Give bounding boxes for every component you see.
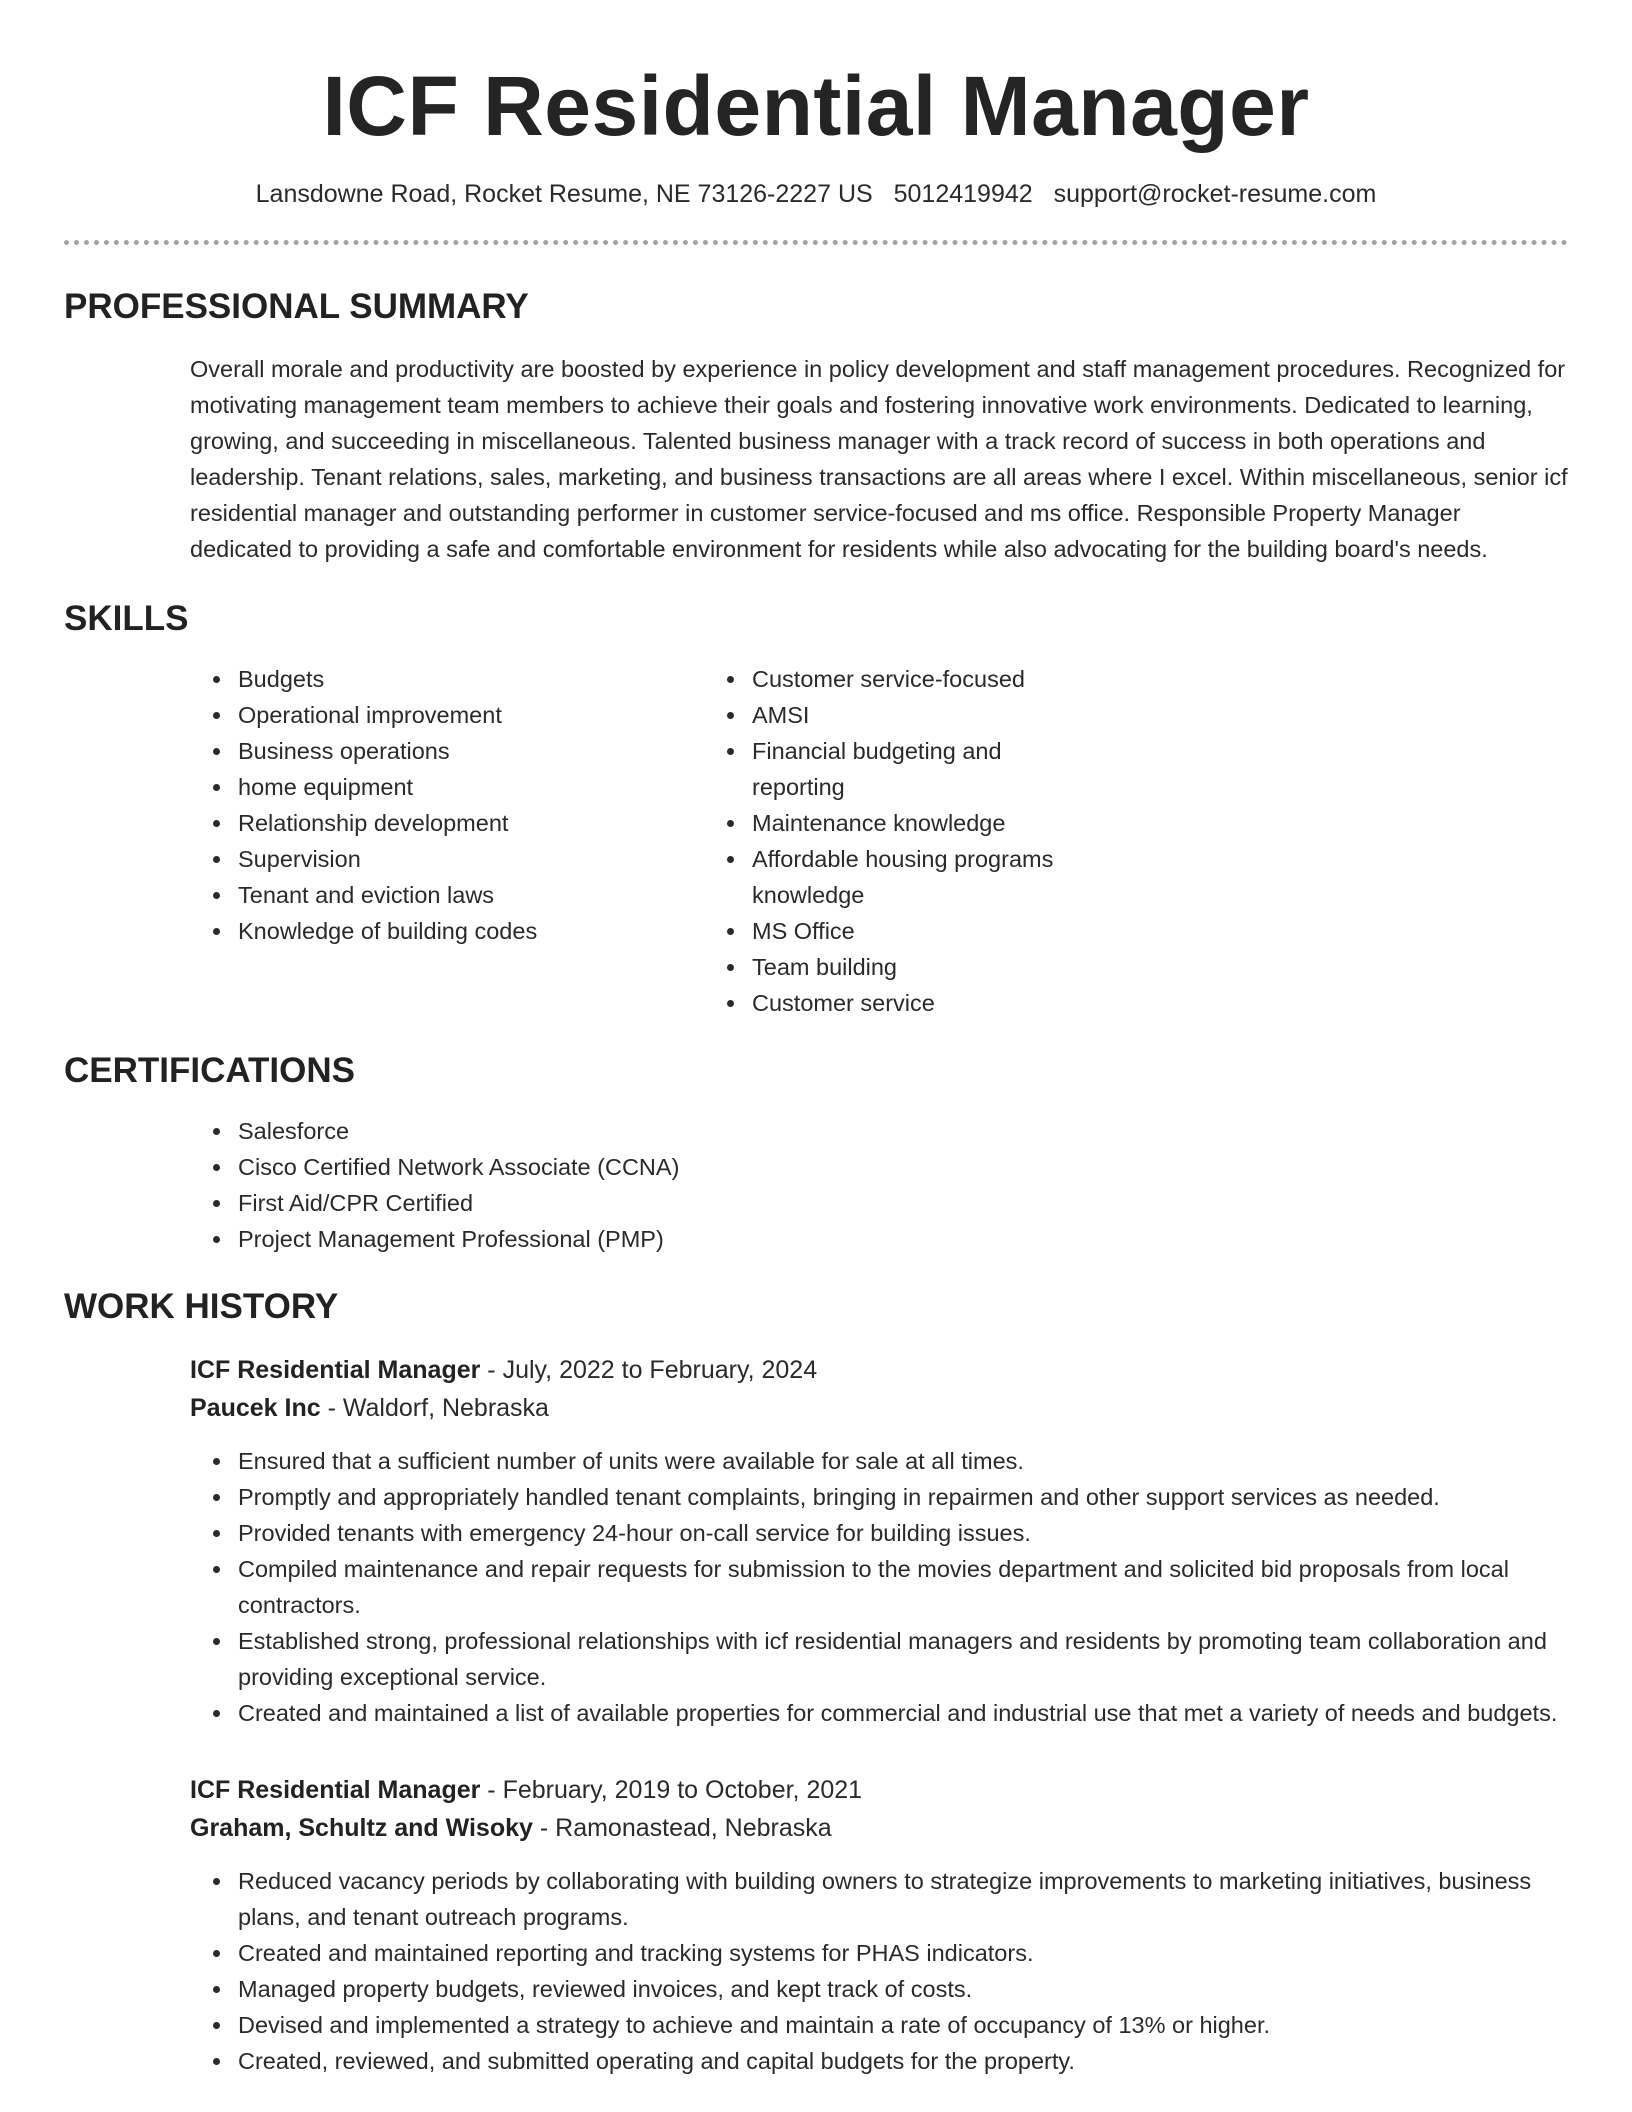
job-dates: - July, 2022 to February, 2024	[480, 1356, 818, 1384]
job-bullet: • Devised and implemented a strategy to achieve and maintain a rate of occupancy of 13% or higher.	[234, 2007, 1568, 2043]
skill-item: • Financial budgeting and reporting	[748, 733, 1084, 805]
skills-heading: SKILLS	[64, 599, 189, 638]
contact-email: support@rocket-resume.com	[1053, 180, 1377, 208]
summary-text: Overall morale and productivity are boosted by experience in policy development and staff management procedures. Recognized for motivating management team members to achieve their goals and fostering innovative work environments. Dedicated to learning, growing, and succeeding in miscellaneous. Talented business manager with a track record of success in both operations and leadership. Tenant relations, sales, marketing, and business transactions are all areas where I excel. Within miscellaneous, senior icf residential manager and outstanding performer in customer service-focused and ms office. Responsible Property Manager dedicated to providing a safe and comfortable environment for residents while also advocating for the building board's needs.	[190, 356, 1568, 562]
job-title-line	[190, 1351, 1568, 1389]
job-entry	[190, 1771, 1568, 2079]
job-bullet: • Promptly and appropriately handled tenant complaints, bringing in repairmen and other support services as needed.	[234, 1479, 1568, 1515]
job-bullet: • Created and maintained reporting and tracking systems for PHAS indicators.	[234, 1935, 1568, 1971]
job-location: - Ramonastead, Nebraska	[532, 1814, 832, 1842]
job-bullet: • Provided tenants with emergency 24-hour on-call service for building issues.	[234, 1515, 1568, 1551]
certifications-heading: CERTIFICATIONS	[64, 1051, 356, 1090]
job-bullet: • Created and maintained a list of available properties for commercial and industrial use that met a variety of needs and budgets.	[234, 1695, 1568, 1731]
skill-item: • AMSI	[748, 697, 1084, 733]
skills-list-left	[64, 661, 574, 1021]
job-location: - Waldorf, Nebraska	[320, 1394, 549, 1422]
job-bullet: • Established strong, professional relationships with icf residential managers and residents by promoting team collaboration and providing exceptional service.	[234, 1623, 1568, 1695]
job-bullet: • Created, reviewed, and submitted operating and capital budgets for the property.	[234, 2043, 1568, 2079]
certification-item: • First Aid/CPR Certified	[234, 1185, 1568, 1221]
skill-item: • MS Office	[748, 913, 1084, 949]
job-bullets	[190, 1863, 1568, 2079]
skill-item: • Knowledge of building codes	[234, 913, 574, 949]
job-role: ICF Residential Manager	[190, 1776, 481, 1804]
job-dates: - February, 2019 to October, 2021	[480, 1776, 863, 1804]
certification-item: • Project Management Professional (PMP)	[234, 1221, 1568, 1257]
contact-line	[64, 178, 1568, 210]
job-bullet: • Managed property budgets, reviewed invoices, and kept track of costs.	[234, 1971, 1568, 2007]
skill-item: • Supervision	[234, 841, 574, 877]
skill-item: • Maintenance knowledge	[748, 805, 1084, 841]
certifications-list	[64, 1113, 1568, 1257]
job-bullets	[190, 1443, 1568, 1731]
skill-item: • Customer service	[748, 985, 1084, 1021]
skill-item: • Affordable housing programs knowledge	[748, 841, 1084, 913]
job-company: Paucek Inc	[190, 1394, 321, 1422]
certification-item: • Cisco Certified Network Associate (CCNA)	[234, 1149, 1568, 1185]
skill-item: • Relationship development	[234, 805, 574, 841]
skill-item: • Team building	[748, 949, 1084, 985]
contact-phone: 5012419942	[893, 180, 1033, 208]
summary-heading: PROFESSIONAL SUMMARY	[64, 287, 529, 326]
job-bullet: • Reduced vacancy periods by collaborating with building owners to strategize improvements to marketing initiatives, business plans, and tenant outreach programs.	[234, 1863, 1568, 1935]
job-company: Graham, Schultz and Wisoky	[190, 1814, 533, 1842]
skill-item: • Customer service-focused	[748, 661, 1084, 697]
job-role: ICF Residential Manager	[190, 1356, 481, 1384]
skill-item: • Budgets	[234, 661, 574, 697]
work-history-heading: WORK HISTORY	[64, 1287, 339, 1326]
header-divider	[64, 240, 1568, 245]
skills-grid	[64, 661, 1568, 1021]
skill-item: • Tenant and eviction laws	[234, 877, 574, 913]
job-entry	[190, 1351, 1568, 1731]
skill-item: • Business operations	[234, 733, 574, 769]
skills-list-right	[574, 661, 1084, 1021]
skill-item: • Operational improvement	[234, 697, 574, 733]
job-bullet: • Ensured that a sufficient number of units were available for sale at all times.	[234, 1443, 1568, 1479]
job-company-line	[190, 1389, 1568, 1427]
job-bullet: • Compiled maintenance and repair requests for submission to the movies department and solicited bid proposals from local contractors.	[234, 1551, 1568, 1623]
job-company-line	[190, 1809, 1568, 1847]
contact-address: Lansdowne Road, Rocket Resume, NE 73126-2227 US	[255, 180, 873, 208]
resume-name: ICF Residential Manager	[322, 59, 1310, 153]
job-title-line	[190, 1771, 1568, 1809]
certification-item: • Salesforce	[234, 1113, 1568, 1149]
skill-item: • home equipment	[234, 769, 574, 805]
